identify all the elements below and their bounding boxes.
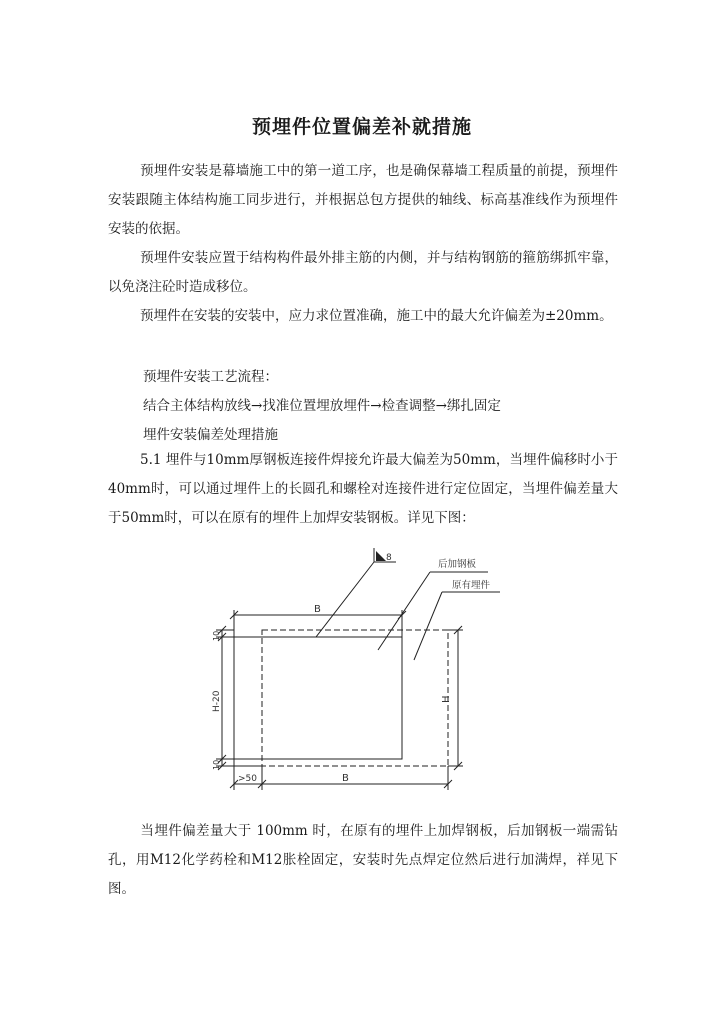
dim-top-b: B — [314, 604, 321, 615]
dim-left-h20: H-20 — [212, 690, 222, 712]
paragraph-2-text: 预埋件安装应置于结构构件最外排主筋的内侧，并与结构钢筋的箍筋绑抓牢靠，以免浇注砼时造成移位。 — [108, 250, 618, 295]
paragraph-last-text: 当埋件偏差量大于 100mm 时，在原有的埋件上加焊钢板，后加钢板一端需钻孔，用M12化学药栓和M12胀栓固定，安装时先点焊定位然后进行加满焊，祥见下图。 — [108, 823, 618, 897]
flow-heading: 预埋件安装工艺流程： — [143, 369, 278, 385]
dim-right-h: H — [441, 695, 452, 703]
embed-plate-drawing — [200, 540, 500, 790]
flow-steps: 结合主体结构放线→找准位置埋放埋件→检查调整→绑扎固定 — [143, 398, 501, 414]
paragraph-5-1-text: 5.1 埋件与10mm厚钢板连接件焊接允许最大偏差为50mm，当埋件偏移时小于40mm时，可以通过埋件上的长圆孔和螺栓对连接件进行定位固定，当埋件偏差量大于50mm时，可以在原有的埋件上加焊安装钢板。详见下图： — [108, 452, 618, 526]
dim-offset: >50 — [238, 774, 257, 784]
weld-symbol-icon — [376, 551, 386, 561]
paragraph-3-text: 预埋件在安装的安装中，应力求位置准确，施工中的最大允许偏差为±20mm。 — [140, 308, 613, 324]
weld-symbol-value: 8 — [386, 553, 392, 563]
label-original-embed: 原有埋件 — [452, 580, 491, 591]
deviation-heading: 埋件安装偏差处理措施 — [143, 427, 278, 443]
label-added-plate: 后加钢板 — [438, 559, 477, 570]
paragraph-2 — [108, 244, 618, 302]
paragraph-last — [108, 817, 618, 904]
paragraph-1 — [108, 157, 618, 244]
paragraph-5-1 — [108, 446, 618, 533]
original-embed-outline — [262, 630, 448, 766]
paragraph-1-text: 预埋件安装是幕墙施工中的第一道工序，也是确保幕墙工程质量的前提，预埋件安装跟随主体结构施工同步进行，并根据总包方提供的轴线、标高基准线作为预埋件安装的依据。 — [108, 163, 618, 237]
dim-left-10-top: 10 — [212, 630, 221, 641]
page-title: 预埋件位置偏差补就措施 — [251, 116, 472, 138]
dim-bottom-b: B — [342, 773, 349, 784]
dim-left-10-bottom: 10 — [212, 759, 221, 770]
added-plate-outline — [234, 637, 402, 759]
paragraph-3 — [108, 302, 618, 331]
